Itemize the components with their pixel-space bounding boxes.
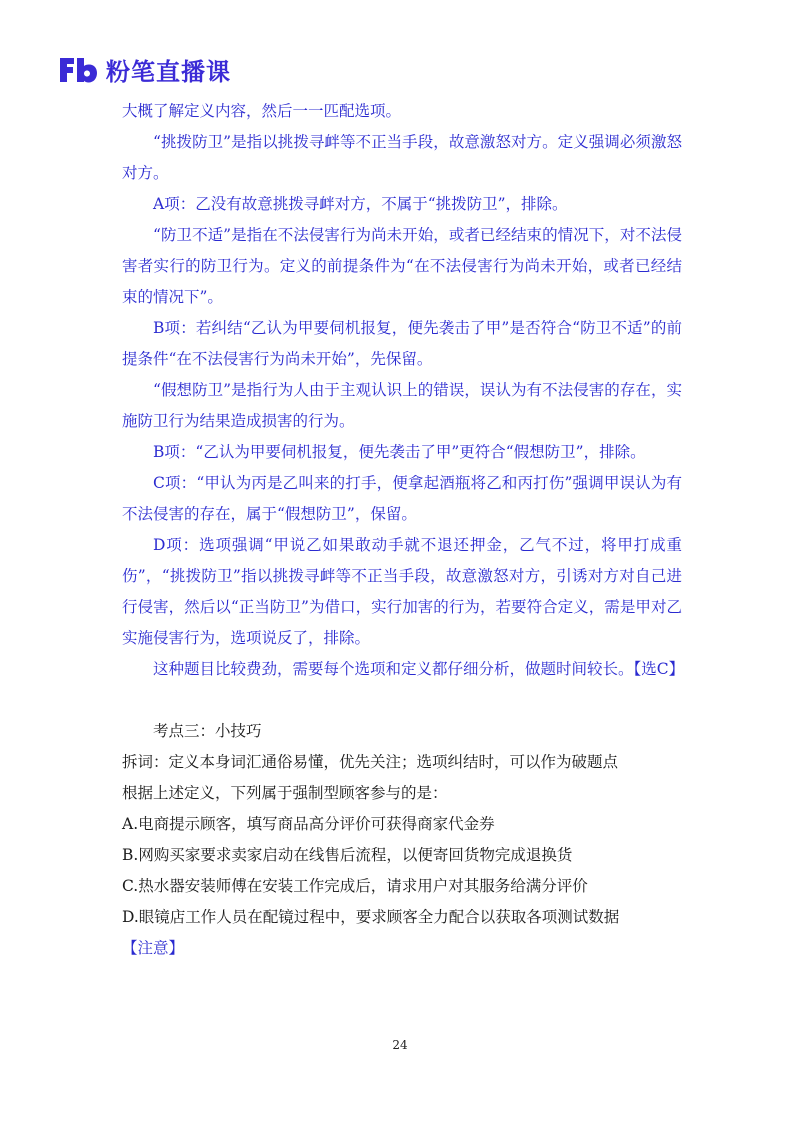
paragraph: B项：“乙认为甲要伺机报复，便先袭击了甲”更符合“假想防卫”，排除。	[153, 443, 646, 461]
page-content	[122, 96, 685, 964]
fb-logo-icon	[58, 54, 98, 84]
tip-text: 拆词：定义本身词汇通俗易懂，优先关注；选项纠结时，可以作为破题点	[122, 753, 619, 771]
option-d: D.眼镜店工作人员在配镜过程中，要求顾客全力配合以获取各项测试数据	[122, 908, 620, 926]
page-number: 24	[392, 1038, 408, 1052]
paragraph: D项：选项强调“甲说乙如果敢动手就不退还押金，乙气不过，将甲打成重伤”，“挑拨防卫”指以挑拨寻衅等不正当手段，故意激怒对方，引诱对方对自己进行侵害，然后以“正当防卫”为借口，实行加害的行为，若要符合定义，需是甲对乙实施侵害行为，选项说反了，排除。	[122, 536, 682, 647]
paragraph: 大概了解定义内容，然后一一匹配选项。	[122, 102, 402, 120]
section-title: 考点三：小技巧	[153, 722, 262, 740]
paragraph: “挑拨防卫”是指以挑拨寻衅等不正当手段，故意激怒对方。定义强调必须激怒对方。	[122, 133, 682, 182]
option-b: B.网购买家要求卖家启动在线售后流程，以便寄回货物完成退换货	[122, 846, 573, 864]
option-a: A.电商提示顾客，填写商品高分评价可获得商家代金券	[122, 815, 495, 833]
paragraph: B项：若纠结“乙认为甲要伺机报复，便先袭击了甲”是否符合“防卫不适”的前提条件“在不法侵害行为尚未开始”，先保留。	[122, 319, 682, 368]
page-header	[58, 52, 231, 86]
paragraph: 这种题目比较费劲，需要每个选项和定义都仔细分析，做题时间较长。【选C】	[153, 660, 685, 678]
question-text: 根据上述定义，下列属于强制型顾客参与的是：	[122, 784, 448, 802]
paragraph: A项：乙没有故意挑拨寻衅对方，不属于“挑拨防卫”，排除。	[153, 195, 568, 213]
paragraph: C项：“甲认为丙是乙叫来的打手，便拿起酒瓶将乙和丙打伤”强调甲误认为有不法侵害的存在，属于“假想防卫”，保留。	[122, 474, 682, 523]
option-c: C.热水器安装师傅在安装工作完成后，请求用户对其服务给满分评价	[122, 877, 588, 895]
note-label: 【注意】	[122, 939, 185, 957]
brand-name: 粉笔直播课	[106, 57, 231, 86]
paragraph: “防卫不适”是指在不法侵害行为尚未开始，或者已经结束的情况下，对不法侵害者实行的防卫行为。定义的前提条件为“在不法侵害行为尚未开始，或者已经结束的情况下”。	[122, 226, 682, 306]
paragraph: “假想防卫”是指行为人由于主观认识上的错误，误认为有不法侵害的存在，实施防卫行为结果造成损害的行为。	[122, 381, 682, 430]
